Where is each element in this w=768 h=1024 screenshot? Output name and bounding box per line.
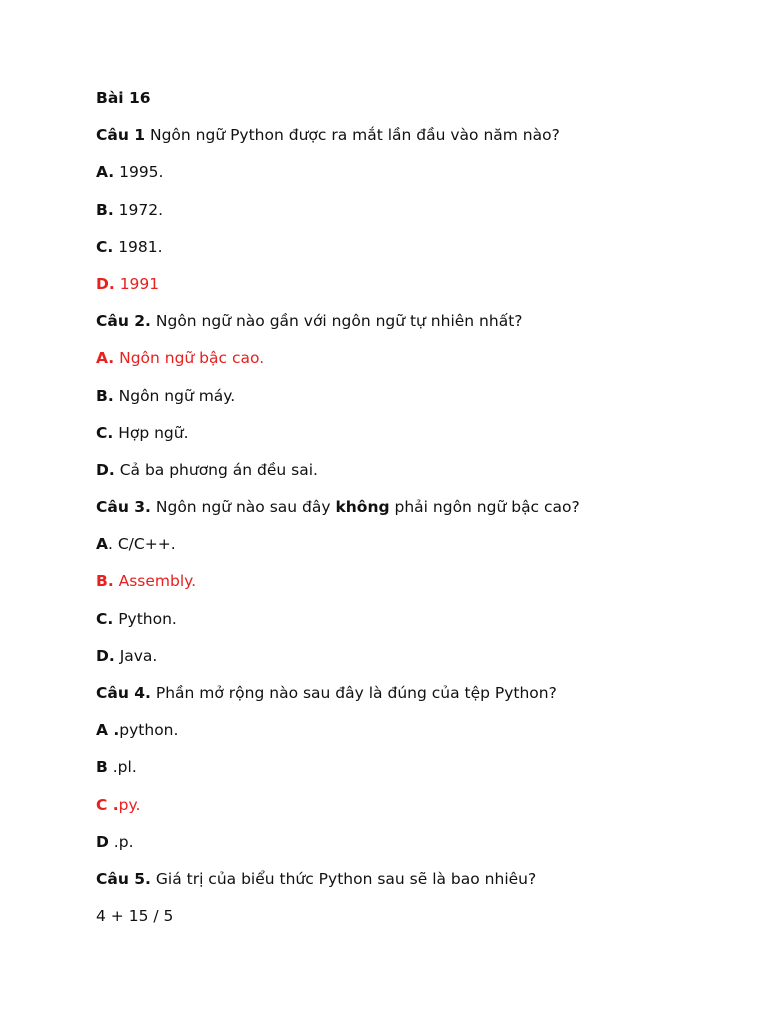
q4-option-a <box>96 718 736 755</box>
question-text: Ngôn ngữ Python được ra mắt lần đầu vào năm nào? <box>145 126 560 145</box>
q4-option-b <box>96 755 736 792</box>
option-text: Assembly. <box>113 572 197 591</box>
question-text: Ngôn ngữ nào sau đây <box>150 498 336 517</box>
question-label: Câu 4. <box>96 684 151 702</box>
lesson-title-text: Bài 16 <box>96 89 151 107</box>
q2-option-a-correct <box>96 346 736 383</box>
option-text: 1991 <box>114 274 160 293</box>
q1-option-d-correct <box>96 272 736 309</box>
q4-option-c-correct <box>96 793 736 830</box>
question-text: Ngôn ngữ nào gần với ngôn ngữ tự nhiên nhất? <box>150 312 523 331</box>
question-text-after: phải ngôn ngữ bậc cao? <box>389 498 580 517</box>
option-label: B. <box>96 572 114 591</box>
document-page <box>96 86 736 941</box>
option-text: 1995. <box>114 163 164 182</box>
question-label: Câu 2. <box>96 312 151 331</box>
question-text: Phần mở rộng nào sau đây là đúng của tệp Python? <box>150 684 557 702</box>
option-label: D. <box>96 646 115 665</box>
option-label: D. <box>96 274 115 293</box>
q3-option-d <box>96 644 736 681</box>
emphasis-word: không <box>335 498 390 517</box>
question-4 <box>96 681 736 718</box>
question-text: Giá trị của biểu thức Python sau sẽ là bao nhiêu? <box>150 869 537 888</box>
option-text: python. <box>119 721 179 740</box>
question-label: Câu 1 <box>96 126 146 145</box>
option-text: .pl. <box>107 758 137 777</box>
expression-text: 4 + 15 / 5 <box>96 907 174 926</box>
option-label: D. <box>96 460 115 479</box>
option-label: B. <box>96 200 114 219</box>
q1-option-a <box>96 160 736 197</box>
option-text: Java. <box>114 646 158 665</box>
q3-option-a <box>96 532 736 569</box>
option-label: A . <box>96 721 120 740</box>
question-2 <box>96 309 736 346</box>
option-text: 1972. <box>113 200 164 219</box>
q2-option-c <box>96 421 736 458</box>
question-label: Câu 5. <box>96 869 151 888</box>
q3-option-b-correct <box>96 569 736 606</box>
option-text: Python. <box>113 609 177 628</box>
q1-option-b <box>96 198 736 235</box>
question-3 <box>96 495 736 532</box>
option-text: Ngôn ngữ bậc cao. <box>114 349 265 368</box>
option-label: C. <box>96 609 114 628</box>
option-text: py. <box>118 795 141 814</box>
question-label: Câu 3. <box>96 498 151 517</box>
expression <box>96 904 736 941</box>
option-label: B <box>96 758 108 777</box>
question-5 <box>96 867 736 904</box>
q2-option-b <box>96 384 736 421</box>
option-text: Hợp ngữ. <box>113 423 189 442</box>
option-label: C . <box>96 795 119 814</box>
option-label: A <box>96 535 108 554</box>
option-label: D <box>96 832 109 851</box>
option-label: B. <box>96 386 114 405</box>
q4-option-d <box>96 830 736 867</box>
option-label: A. <box>96 349 115 368</box>
option-text: . C/C++. <box>108 535 176 554</box>
option-label: C. <box>96 237 114 256</box>
option-text: Ngôn ngữ máy. <box>113 386 236 405</box>
question-1 <box>96 123 736 160</box>
q1-option-c <box>96 235 736 272</box>
option-text: .p. <box>108 832 134 851</box>
option-label: A. <box>96 163 115 182</box>
option-label: C. <box>96 423 114 442</box>
option-text: Cả ba phương án đều sai. <box>114 460 318 479</box>
option-text: 1981. <box>113 237 163 256</box>
q2-option-d <box>96 458 736 495</box>
lesson-title <box>96 86 736 123</box>
q3-option-c <box>96 607 736 644</box>
